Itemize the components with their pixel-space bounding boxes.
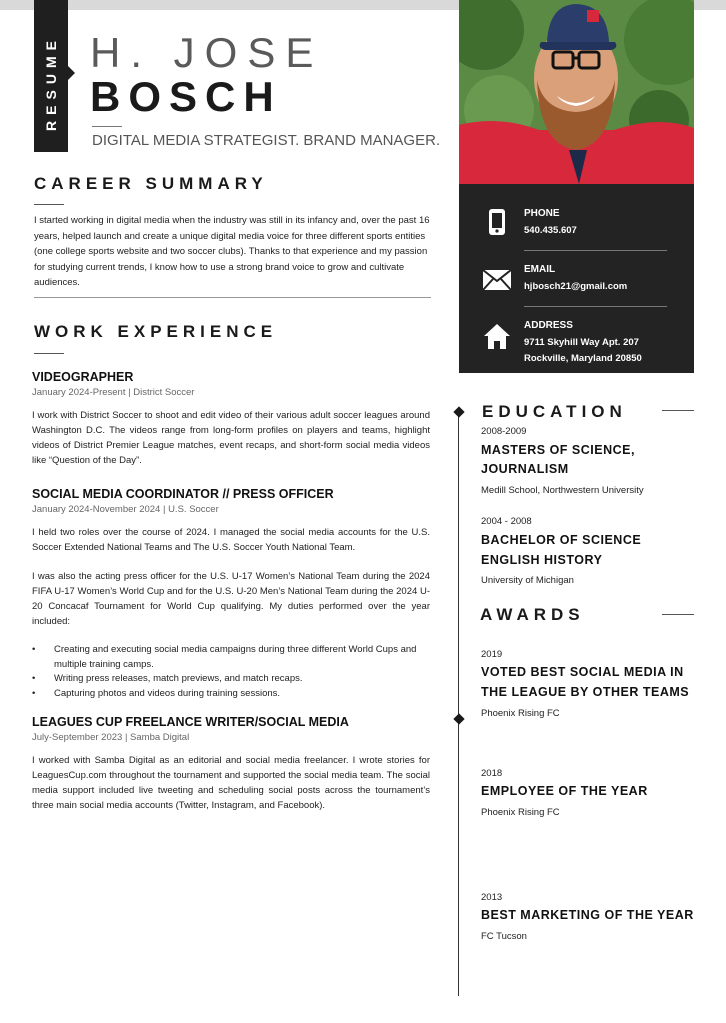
award-title: THE LEAGUE BY OTHER TEAMS	[481, 685, 690, 699]
work-experience-rule	[34, 353, 64, 354]
award-year: 2013	[481, 892, 503, 903]
degree-title: JOURNALISM	[481, 462, 569, 476]
email-value: hjbosch21@gmail.com	[524, 281, 628, 292]
award-title: EMPLOYEE OF THE YEAR	[481, 784, 648, 798]
job-description: I work with District Soccer to shoot and edit video of their various adult soccer leagues around Washington D.C. The videos range from long-form profiles on players and teams, highlight videos of District Premier League matches, event recaps, and short-form social media videos like “Question of the Day”.	[32, 410, 430, 466]
job-title: SOCIAL MEDIA COORDINATOR // PRESS OFFICER	[32, 487, 334, 501]
subtitle: DIGITAL MEDIA STRATEGIST. BRAND MANAGER.	[92, 132, 441, 149]
email-label: EMAIL	[524, 264, 556, 275]
section-divider	[34, 297, 431, 298]
award-year: 2018	[481, 768, 503, 779]
profile-photo-illustration	[459, 0, 694, 184]
contact-divider	[524, 250, 667, 251]
school-name: Medill School, Northwestern University	[481, 485, 644, 496]
phone-label: PHONE	[524, 208, 560, 219]
timeline-marker	[453, 713, 464, 724]
first-name: H. JOSE	[90, 29, 324, 76]
school-name: University of Michigan	[481, 575, 574, 586]
phone-icon	[481, 206, 513, 238]
list-item: • Creating and executing social media campaigns during three different World Cups and multiple training camps.	[32, 643, 430, 672]
job-description: I worked with Samba Digital as an editorial and social media freelancer. I wrote stories for LeaguesCup.com throughout the tournament and supported the social media team. The social media support included live tweeting and scheduling social posts across the tournament’s three main social media accounts (Twitter, Instagram, and Facebook).	[32, 755, 430, 811]
work-experience-heading: WORK EXPERIENCE	[34, 322, 278, 341]
career-summary-heading: CAREER SUMMARY	[34, 174, 268, 193]
award-org: FC Tucson	[481, 931, 527, 942]
resume-tab-arrow	[68, 66, 75, 80]
job-title: LEAGUES CUP FREELANCE WRITER/SOCIAL MEDIA	[32, 715, 349, 729]
contact-panel	[459, 184, 694, 373]
job-duties-list	[32, 643, 430, 701]
award-title: VOTED BEST SOCIAL MEDIA IN	[481, 665, 684, 679]
resume-tab-label: RESUME	[43, 35, 59, 131]
award-title: BEST MARKETING OF THE YEAR	[481, 908, 694, 922]
address-label: ADDRESS	[524, 320, 573, 331]
career-summary-rule	[34, 204, 64, 205]
job-meta: July-September 2023 | Samba Digital	[32, 732, 190, 743]
mail-icon	[481, 264, 513, 296]
education-years: 2004 - 2008	[481, 516, 532, 527]
education-rule	[662, 410, 694, 411]
degree-title: MASTERS OF SCIENCE,	[481, 443, 635, 457]
job-description: I was also the acting press officer for the U.S. U-17 Women’s National Team during the 2024 FIFA U-17 Women’s World Cup and for the U.S. U-20 Men’s National Team during the 2024 U-20 Concacaf Tournament for World Cup qualifying. My duties performed over the year included:	[32, 571, 430, 627]
contact-divider	[524, 306, 667, 307]
award-org: Phoenix Rising FC	[481, 708, 560, 719]
resume-tab	[34, 0, 68, 152]
job-meta: January 2024-November 2024 | U.S. Soccer	[32, 504, 219, 515]
address-line1: 9711 Skyhill Way Apt. 207	[524, 337, 639, 348]
job-meta: January 2024-Present | District Soccer	[32, 387, 195, 398]
profile-photo	[459, 0, 694, 184]
phone-value: 540.435.607	[524, 225, 577, 236]
address-line2: Rockville, Maryland 20850	[524, 353, 642, 364]
home-icon	[481, 320, 513, 352]
degree-title: BACHELOR OF SCIENCE	[481, 533, 642, 547]
awards-heading: AWARDS	[480, 605, 585, 624]
list-item: • Capturing photos and videos during training sessions.	[32, 687, 430, 702]
job-description: I held two roles over the course of 2024. I managed the social media accounts for the U.S. Soccer Extended National Teams and The U.S. Soccer Youth National Team.	[32, 527, 430, 553]
education-heading: EDUCATION	[482, 402, 627, 421]
name-divider	[92, 126, 122, 127]
degree-title: ENGLISH HISTORY	[481, 553, 603, 567]
awards-rule	[662, 614, 694, 615]
timeline-line	[458, 412, 459, 996]
list-item: • Writing press releases, match previews, and match recaps.	[32, 672, 430, 687]
award-org: Phoenix Rising FC	[481, 807, 560, 818]
last-name: BOSCH	[90, 73, 282, 120]
career-summary-text: I started working in digital media when the industry was still in its infancy and, over the past 16 years, helped launch and create a unique digital media voice for three different sports entities (one college sports website and two soccer clubs). Thanks to that experience and my passion for studying current trends, I know how to use a strong brand voice to grow and cultivate audiences.	[34, 215, 430, 288]
timeline-marker	[453, 406, 464, 417]
award-year: 2019	[481, 649, 503, 660]
job-title: VIDEOGRAPHER	[32, 370, 134, 384]
education-years: 2008-2009	[481, 426, 527, 437]
